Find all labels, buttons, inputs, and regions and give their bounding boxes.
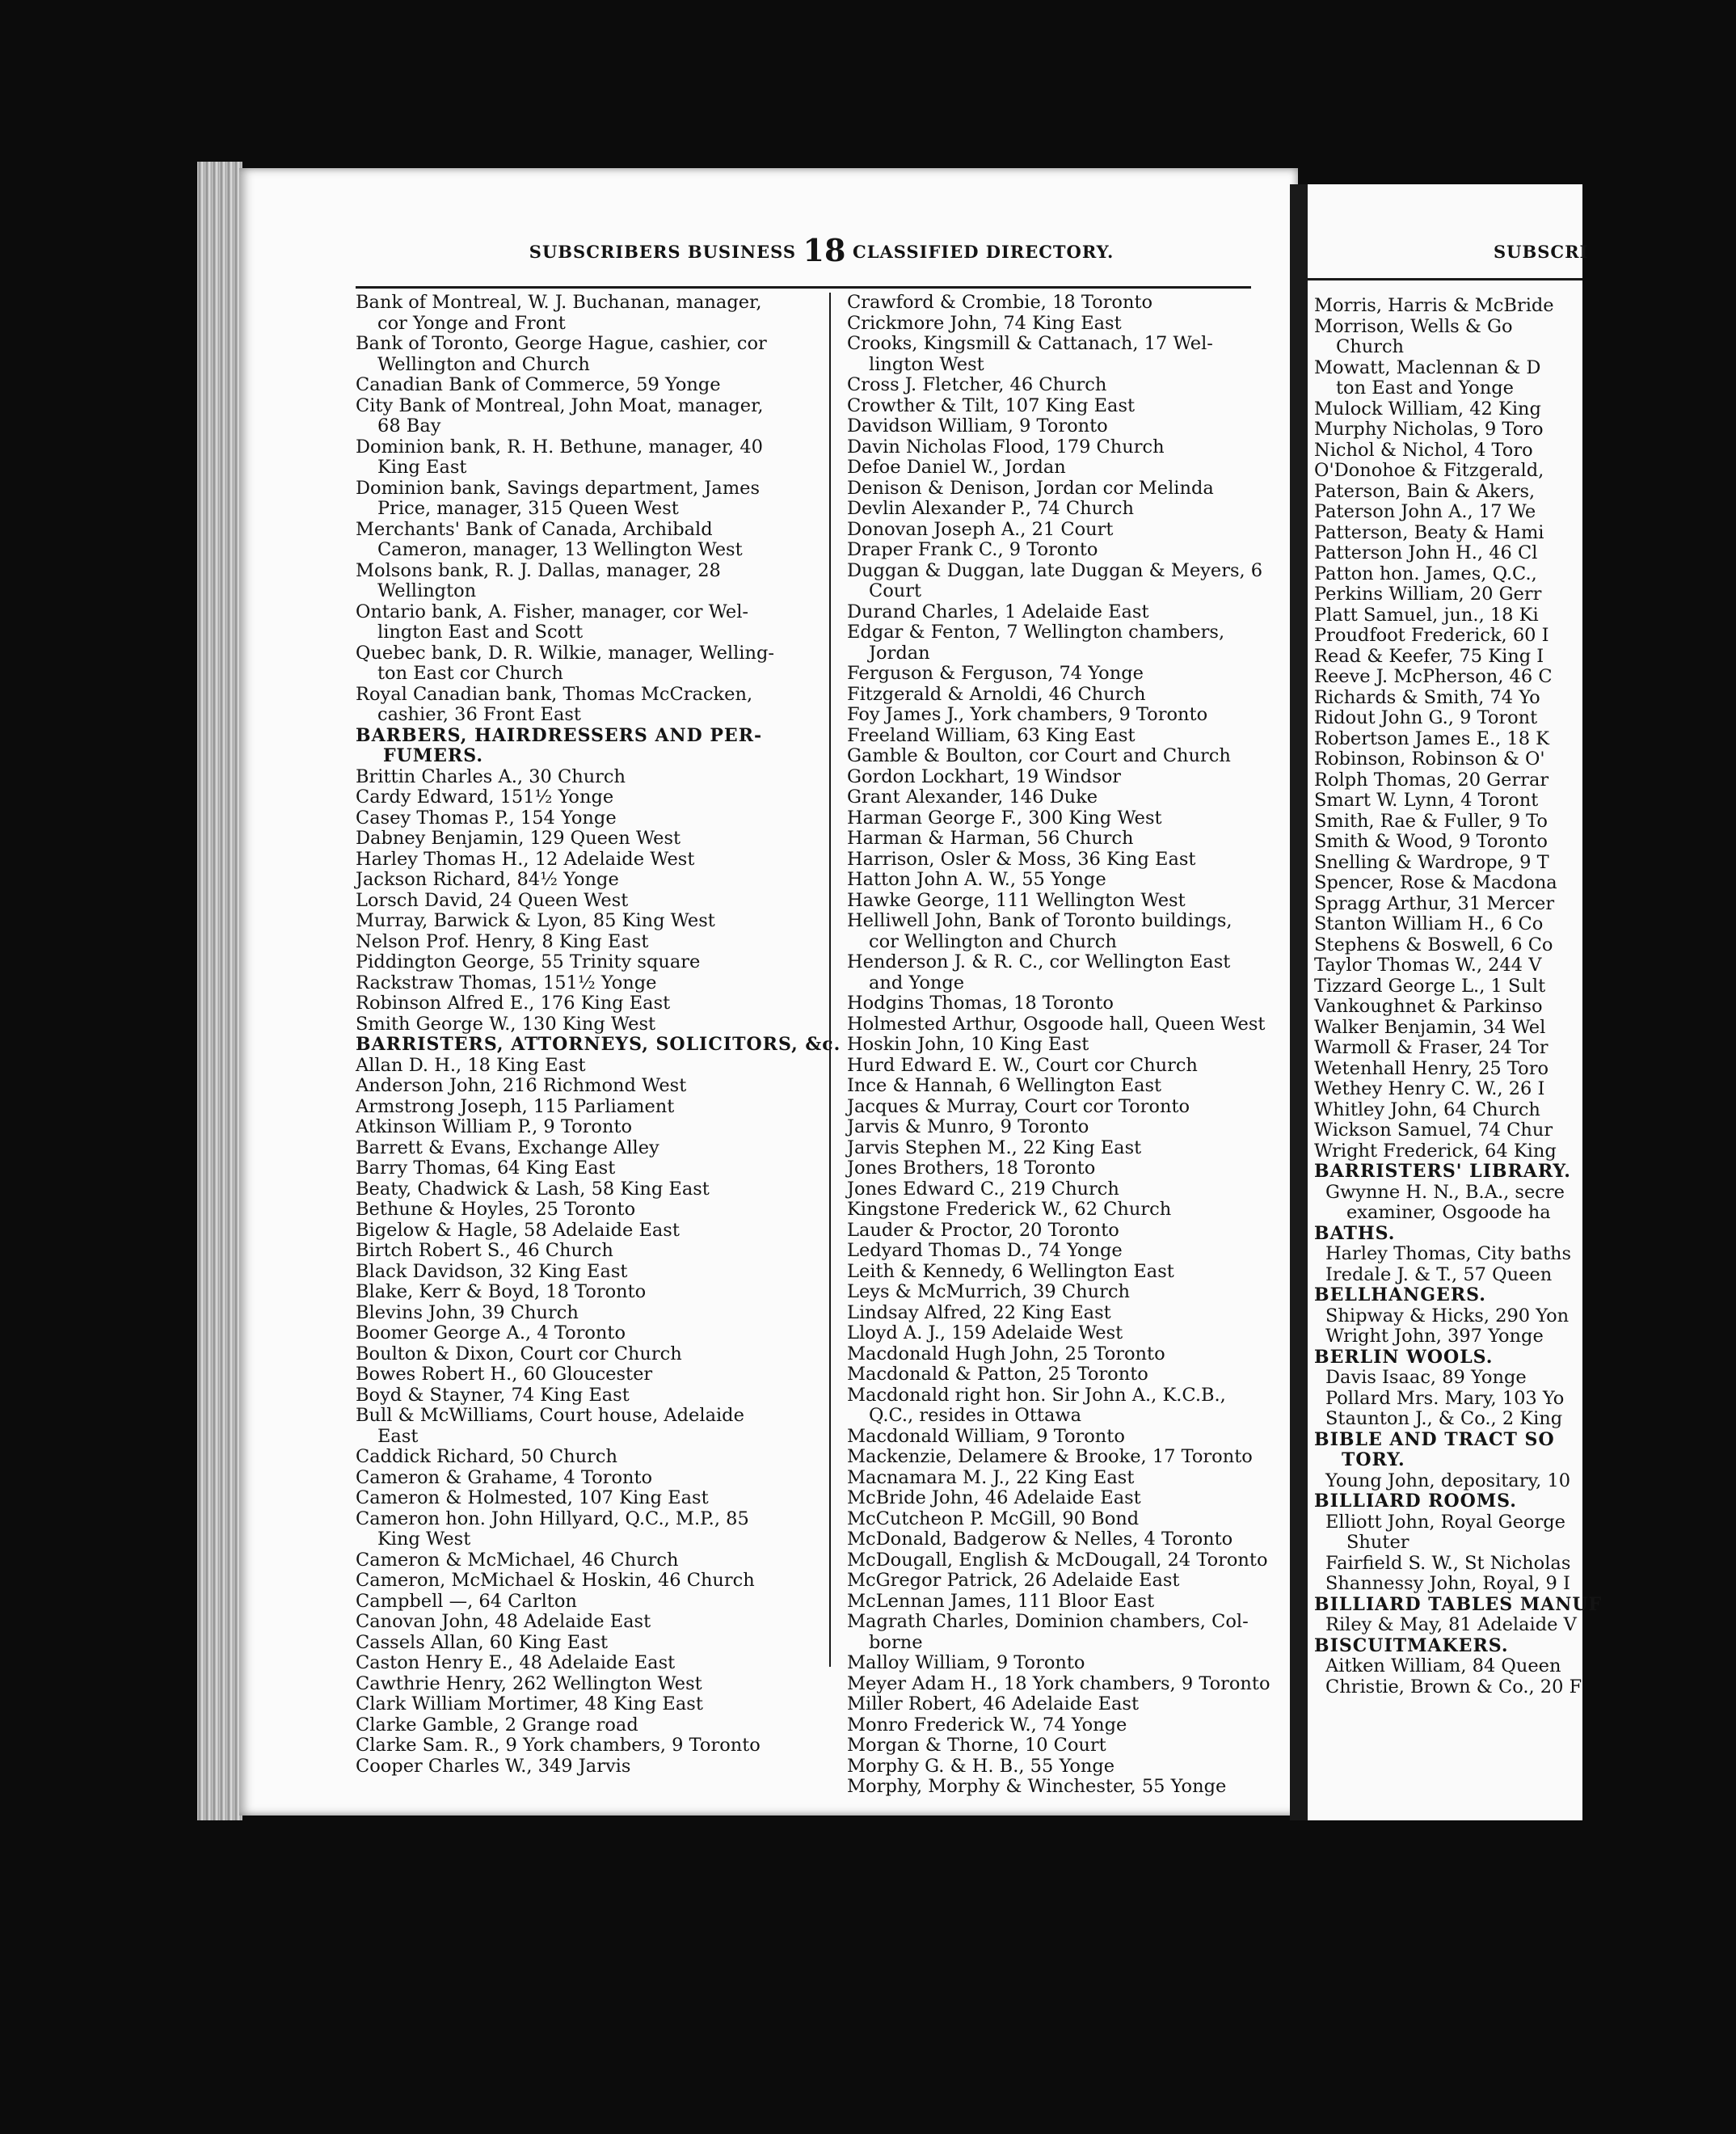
entry-continuation: East bbox=[377, 1425, 419, 1447]
directory-entry: Mackenzie, Delamere & Brooke, 17 Toronto bbox=[847, 1446, 1253, 1467]
directory-entry: Campbell —, 64 Carlton bbox=[356, 1590, 577, 1612]
directory-entry: Jones Brothers, 18 Toronto bbox=[847, 1158, 1096, 1179]
directory-entry: Caddick Richard, 50 Church bbox=[356, 1446, 617, 1467]
directory-entry: Gamble & Boulton, cor Court and Church bbox=[847, 745, 1231, 766]
directory-entry: Leys & McMurrich, 39 Church bbox=[847, 1281, 1130, 1302]
next-page-header: SUBSCRI bbox=[1494, 242, 1589, 262]
directory-entry: Clarke Sam. R., 9 York chambers, 9 Toronto bbox=[356, 1735, 761, 1756]
entry-continuation: Wellington and Church bbox=[377, 353, 590, 375]
directory-entry: Tizzard George L., 1 Sult bbox=[1314, 975, 1546, 997]
directory-entry: Dominion bank, Savings department, James bbox=[356, 477, 761, 499]
running-header bbox=[283, 234, 1253, 273]
directory-entry: Hawke George, 111 Wellington West bbox=[847, 889, 1186, 911]
directory-entry: Macdonald right hon. Sir John A., K.C.B., bbox=[847, 1384, 1226, 1406]
page-number: 18 bbox=[803, 232, 846, 268]
directory-entry: Morphy G. & H. B., 55 Yonge bbox=[847, 1755, 1115, 1777]
directory-entry: Durand Charles, 1 Adelaide East bbox=[847, 601, 1149, 622]
directory-entry: Young John, depositary, 10 bbox=[1325, 1470, 1571, 1491]
directory-entry: City Bank of Montreal, John Moat, manager, bbox=[356, 394, 764, 416]
entry-continuation: cor Wellington and Church bbox=[869, 930, 1117, 952]
directory-entry: Reeve J. McPherson, 46 C bbox=[1314, 666, 1553, 687]
directory-entry: Lauder & Proctor, 20 Toronto bbox=[847, 1219, 1119, 1241]
directory-entry: Blevins John, 39 Church bbox=[356, 1301, 579, 1323]
directory-entry: Lloyd A. J., 159 Adelaide West bbox=[847, 1322, 1123, 1343]
directory-entry: Harman George F., 300 King West bbox=[847, 807, 1162, 829]
directory-entry: Jacques & Murray, Court cor Toronto bbox=[847, 1095, 1190, 1117]
directory-entry: Walker Benjamin, 34 Wel bbox=[1314, 1016, 1546, 1038]
directory-entry: Murphy Nicholas, 9 Toro bbox=[1314, 419, 1544, 440]
directory-entry: Bigelow & Hagle, 58 Adelaide East bbox=[356, 1219, 680, 1241]
directory-entry: Molsons bank, R. J. Dallas, manager, 28 bbox=[356, 559, 721, 581]
directory-entry: Foy James J., York chambers, 9 Toronto bbox=[847, 704, 1208, 725]
directory-entry: Cameron & McMichael, 46 Church bbox=[356, 1549, 679, 1571]
directory-entry: Birtch Robert S., 46 Church bbox=[356, 1240, 613, 1261]
directory-entry: Stephens & Boswell, 6 Co bbox=[1314, 934, 1553, 955]
directory-entry: Wethey Henry C. W., 26 I bbox=[1314, 1078, 1545, 1099]
category-heading: BELLHANGERS. bbox=[1314, 1284, 1486, 1305]
directory-entry: Spragg Arthur, 31 Mercer bbox=[1314, 892, 1555, 914]
directory-entry: Smith, Rae & Fuller, 9 To bbox=[1314, 810, 1548, 832]
directory-entry: Denison & Denison, Jordan cor Melinda bbox=[847, 477, 1214, 499]
directory-entry: Pollard Mrs. Mary, 103 Yo bbox=[1325, 1387, 1565, 1409]
directory-entry: Davin Nicholas Flood, 179 Church bbox=[847, 436, 1165, 458]
directory-entry: Hoskin John, 10 King East bbox=[847, 1034, 1089, 1055]
category-heading: BIBLE AND TRACT SO bbox=[1314, 1428, 1555, 1450]
directory-entry: Wright Frederick, 64 King bbox=[1314, 1140, 1557, 1162]
entry-continuation: King West bbox=[377, 1529, 471, 1550]
directory-entry: Read & Keefer, 75 King I bbox=[1314, 645, 1544, 667]
header-left: SUBSCRIBERS BUSINESS bbox=[529, 242, 796, 262]
directory-entry: Nelson Prof. Henry, 8 King East bbox=[356, 930, 649, 952]
directory-entry: Macdonald & Patton, 25 Toronto bbox=[847, 1364, 1148, 1385]
directory-entry: Monro Frederick W., 74 Yonge bbox=[847, 1714, 1127, 1735]
entry-continuation: ton East and Yonge bbox=[1336, 377, 1514, 399]
directory-entry: Smart W. Lynn, 4 Toront bbox=[1314, 790, 1539, 811]
directory-entry: Bank of Montreal, W. J. Buchanan, manager, bbox=[356, 292, 762, 313]
directory-entry: Edgar & Fenton, 7 Wellington chambers, bbox=[847, 622, 1225, 643]
directory-entry: Crickmore John, 74 King East bbox=[847, 312, 1122, 334]
directory-entry: Wetenhall Henry, 25 Toro bbox=[1314, 1057, 1549, 1079]
category-heading: BARRISTERS' LIBRARY. bbox=[1314, 1161, 1571, 1182]
entry-continuation: Shuter bbox=[1346, 1532, 1409, 1553]
directory-entry: Miller Robert, 46 Adelaide East bbox=[847, 1693, 1140, 1714]
entry-continuation: cashier, 36 Front East bbox=[377, 704, 581, 725]
directory-entry: Paterson, Bain & Akers, bbox=[1314, 480, 1536, 502]
directory-entry: Proudfoot Frederick, 60 I bbox=[1314, 625, 1549, 646]
directory-entry: Freeland William, 63 King East bbox=[847, 724, 1136, 746]
directory-entry: Malloy William, 9 Toronto bbox=[847, 1652, 1085, 1673]
directory-entry: Vankoughnet & Parkinso bbox=[1314, 996, 1543, 1017]
directory-entry: Jarvis & Munro, 9 Toronto bbox=[847, 1116, 1089, 1137]
category-heading: BARBERS, HAIRDRESSERS AND PER- bbox=[356, 724, 763, 746]
directory-entry: Armstrong Joseph, 115 Parliament bbox=[356, 1095, 675, 1117]
directory-entry: Bull & McWilliams, Court house, Adelaide bbox=[356, 1405, 744, 1426]
directory-entry: Boomer George A., 4 Toronto bbox=[356, 1322, 626, 1343]
directory-entry: Ferguson & Ferguson, 74 Yonge bbox=[847, 663, 1144, 684]
directory-entry: Cardy Edward, 151½ Yonge bbox=[356, 787, 614, 808]
directory-entry: Robinson, Robinson & O' bbox=[1314, 749, 1545, 770]
entry-continuation: Cameron, manager, 13 Wellington West bbox=[377, 539, 743, 560]
entry-continuation: examiner, Osgoode ha bbox=[1346, 1202, 1551, 1223]
directory-entry: Harrison, Osler & Moss, 36 King East bbox=[847, 848, 1196, 870]
directory-entry: Barrett & Evans, Exchange Alley bbox=[356, 1137, 659, 1158]
directory-entry: Blake, Kerr & Boyd, 18 Toronto bbox=[356, 1281, 647, 1302]
directory-entry: Bowes Robert H., 60 Gloucester bbox=[356, 1364, 653, 1385]
entry-continuation: cor Yonge and Front bbox=[377, 312, 566, 334]
entry-continuation: Jordan bbox=[869, 642, 930, 664]
directory-entry: Fairfield S. W., St Nicholas bbox=[1325, 1552, 1571, 1574]
entry-continuation: King East bbox=[377, 457, 467, 478]
directory-entry: McDougall, English & McDougall, 24 Toronto bbox=[847, 1549, 1268, 1571]
directory-entry: Hodgins Thomas, 18 Toronto bbox=[847, 993, 1114, 1014]
directory-entry: Merchants' Bank of Canada, Archibald bbox=[356, 518, 713, 540]
directory-entry: Murray, Barwick & Lyon, 85 King West bbox=[356, 910, 715, 931]
right-column bbox=[847, 293, 1270, 1798]
directory-entry: Clark William Mortimer, 48 King East bbox=[356, 1693, 703, 1714]
directory-entry: Gwynne H. N., B.A., secre bbox=[1325, 1181, 1565, 1203]
directory-entry: Canadian Bank of Commerce, 59 Yonge bbox=[356, 374, 721, 395]
directory-entry: Harley Thomas, City baths bbox=[1325, 1243, 1572, 1264]
entry-continuation: Price, manager, 315 Queen West bbox=[377, 498, 679, 519]
entry-continuation: Q.C., resides in Ottawa bbox=[869, 1405, 1082, 1426]
directory-entry: Boulton & Dixon, Court cor Church bbox=[356, 1343, 682, 1364]
directory-entry: Cameron & Grahame, 4 Toronto bbox=[356, 1466, 653, 1488]
directory-entry: McCutcheon P. McGill, 90 Bond bbox=[847, 1508, 1140, 1529]
category-heading-continuation: FUMERS. bbox=[383, 745, 483, 766]
entry-continuation: borne bbox=[869, 1631, 923, 1653]
directory-entry: Macnamara M. J., 22 King East bbox=[847, 1466, 1135, 1488]
directory-entry: Cross J. Fletcher, 46 Church bbox=[847, 374, 1107, 395]
entry-continuation: ton East cor Church bbox=[377, 663, 563, 684]
directory-entry: Smith & Wood, 9 Toronto bbox=[1314, 831, 1548, 852]
next-page-fragment bbox=[1290, 184, 1603, 1820]
header-right: CLASSIFIED DIRECTORY. bbox=[853, 242, 1114, 262]
directory-entry: Staunton J., & Co., 2 King bbox=[1325, 1408, 1563, 1429]
directory-entry: McBride John, 46 Adelaide East bbox=[847, 1487, 1141, 1508]
directory-entry: Crowther & Tilt, 107 King East bbox=[847, 394, 1136, 416]
directory-entry: Riley & May, 81 Adelaide V bbox=[1325, 1614, 1577, 1635]
entry-continuation: lington West bbox=[869, 353, 984, 375]
directory-entry: Shipway & Hicks, 290 Yon bbox=[1325, 1305, 1570, 1326]
directory-entry: Lorsch David, 24 Queen West bbox=[356, 889, 629, 911]
directory-entry: Ince & Hannah, 6 Wellington East bbox=[847, 1075, 1162, 1096]
directory-entry: Dominion bank, R. H. Bethune, manager, 40 bbox=[356, 436, 763, 458]
directory-entry: Elliott John, Royal George bbox=[1325, 1511, 1565, 1533]
directory-entry: Smith George W., 130 King West bbox=[356, 1013, 656, 1035]
directory-entry: Davis Isaac, 89 Yonge bbox=[1325, 1367, 1527, 1388]
directory-entry: Fitzgerald & Arnoldi, 46 Church bbox=[847, 683, 1146, 705]
entry-continuation: 68 Bay bbox=[377, 415, 441, 436]
directory-entry: Crawford & Crombie, 18 Toronto bbox=[847, 292, 1153, 313]
directory-entry: Morris, Harris & McBride bbox=[1314, 295, 1554, 316]
directory-entry: Canovan John, 48 Adelaide East bbox=[356, 1611, 651, 1632]
directory-entry: Patterson John H., 46 Cl bbox=[1314, 542, 1538, 563]
directory-entry: Bank of Toronto, George Hague, cashier, cor bbox=[356, 333, 767, 354]
directory-entry: Warmoll & Fraser, 24 Tor bbox=[1314, 1037, 1548, 1058]
directory-entry: Morphy, Morphy & Winchester, 55 Yonge bbox=[847, 1776, 1227, 1797]
category-heading: BATHS. bbox=[1314, 1222, 1396, 1244]
directory-entry: Caston Henry E., 48 Adelaide East bbox=[356, 1652, 676, 1673]
directory-entry: Grant Alexander, 146 Duke bbox=[847, 787, 1098, 808]
directory-entry: Robertson James E., 18 K bbox=[1314, 728, 1549, 749]
directory-entry: Hatton John A. W., 55 Yonge bbox=[847, 869, 1106, 890]
directory-entry: Whitley John, 64 Church bbox=[1314, 1099, 1540, 1120]
directory-entry: Shannessy John, Royal, 9 I bbox=[1325, 1573, 1570, 1594]
directory-entry: Atkinson William P., 9 Toronto bbox=[356, 1116, 633, 1137]
directory-entry: Robinson Alfred E., 176 King East bbox=[356, 993, 671, 1014]
directory-entry: Kingstone Frederick W., 62 Church bbox=[847, 1199, 1172, 1220]
directory-entry: Wright John, 397 Yonge bbox=[1325, 1326, 1544, 1347]
directory-entry: Rolph Thomas, 20 Gerrar bbox=[1314, 769, 1549, 791]
directory-entry: Christie, Brown & Co., 20 F bbox=[1325, 1676, 1582, 1698]
directory-entry: Morrison, Wells & Go bbox=[1314, 315, 1513, 337]
directory-entry: Iredale J. & T., 57 Queen bbox=[1325, 1263, 1553, 1285]
directory-entry: Piddington George, 55 Trinity square bbox=[356, 951, 701, 972]
directory-entry: Casey Thomas P., 154 Yonge bbox=[356, 807, 617, 829]
category-heading: BILLIARD TABLES MANUF bbox=[1314, 1593, 1603, 1615]
directory-entry: Hurd Edward E. W., Court cor Church bbox=[847, 1054, 1198, 1076]
directory-entry: Cawthrie Henry, 262 Wellington West bbox=[356, 1672, 702, 1694]
directory-entry: Macdonald Hugh John, 25 Toronto bbox=[847, 1343, 1165, 1364]
directory-entry: Draper Frank C., 9 Toronto bbox=[847, 539, 1098, 560]
directory-entry: Crooks, Kingsmill & Cattanach, 17 Wel- bbox=[847, 333, 1213, 354]
directory-entry: Harman & Harman, 56 Church bbox=[847, 828, 1134, 849]
directory-entry: Macdonald William, 9 Toronto bbox=[847, 1425, 1125, 1447]
directory-entry: Taylor Thomas W., 244 V bbox=[1314, 955, 1542, 976]
directory-entry: Cameron & Holmested, 107 King East bbox=[356, 1487, 709, 1508]
directory-entry: Morgan & Thorne, 10 Court bbox=[847, 1735, 1106, 1756]
directory-entry: Barry Thomas, 64 King East bbox=[356, 1158, 616, 1179]
directory-entry: Davidson William, 9 Toronto bbox=[847, 415, 1108, 436]
directory-entry: Ridout John G., 9 Toront bbox=[1314, 707, 1538, 728]
directory-entry: Cooper Charles W., 349 Jarvis bbox=[356, 1755, 631, 1777]
directory-entry: Jarvis Stephen M., 22 King East bbox=[847, 1137, 1142, 1158]
category-heading: BERLIN WOOLS. bbox=[1314, 1346, 1494, 1368]
page-edges bbox=[197, 162, 242, 1820]
directory-entry: Mulock William, 42 King bbox=[1314, 398, 1541, 420]
directory-entry: Jackson Richard, 84½ Yonge bbox=[356, 869, 619, 890]
directory-entry: Rackstraw Thomas, 151½ Yonge bbox=[356, 972, 657, 993]
directory-entry: Black Davidson, 32 King East bbox=[356, 1260, 628, 1282]
directory-entry: Lindsay Alfred, 22 King East bbox=[847, 1301, 1111, 1323]
directory-entry: McLennan James, 111 Bloor East bbox=[847, 1590, 1155, 1612]
directory-entry: Snelling & Wardrope, 9 T bbox=[1314, 851, 1549, 873]
directory-entry: Patterson, Beaty & Hami bbox=[1314, 521, 1544, 543]
left-column bbox=[356, 293, 841, 1777]
directory-entry: Stanton William H., 6 Co bbox=[1314, 913, 1544, 934]
directory-entry: Ontario bank, A. Fisher, manager, cor Wel- bbox=[356, 601, 749, 622]
directory-entry: Richards & Smith, 74 Yo bbox=[1314, 686, 1540, 708]
entry-continuation: Church bbox=[1336, 336, 1405, 357]
entry-continuation: Wellington bbox=[377, 580, 477, 601]
directory-entry: Harley Thomas H., 12 Adelaide West bbox=[356, 848, 695, 870]
category-heading-continuation: TORY. bbox=[1342, 1449, 1405, 1470]
directory-entry: Cameron, McMichael & Hoskin, 46 Church bbox=[356, 1570, 755, 1591]
header-rule bbox=[356, 286, 1251, 289]
next-page-rule bbox=[1308, 278, 1582, 280]
directory-entry: Gordon Lockhart, 19 Windsor bbox=[847, 765, 1122, 787]
directory-entry: Mowatt, Maclennan & D bbox=[1314, 356, 1541, 378]
directory-entry: Aitken William, 84 Queen bbox=[1325, 1655, 1561, 1676]
directory-entry: Brittin Charles A., 30 Church bbox=[356, 765, 626, 787]
directory-entry: Dabney Benjamin, 129 Queen West bbox=[356, 828, 681, 849]
directory-entry: Quebec bank, D. R. Wilkie, manager, Welling- bbox=[356, 642, 774, 664]
entry-continuation: lington East and Scott bbox=[377, 622, 584, 643]
directory-entry: Wickson Samuel, 74 Chur bbox=[1314, 1120, 1553, 1141]
directory-entry: Holmested Arthur, Osgoode hall, Queen West bbox=[847, 1013, 1266, 1035]
directory-entry: Helliwell John, Bank of Toronto buildings, bbox=[847, 910, 1232, 931]
entry-continuation: and Yonge bbox=[869, 972, 965, 993]
directory-entry: Meyer Adam H., 18 York chambers, 9 Toronto bbox=[847, 1672, 1270, 1694]
directory-entry: Leith & Kennedy, 6 Wellington East bbox=[847, 1260, 1174, 1282]
directory-entry: Clarke Gamble, 2 Grange road bbox=[356, 1714, 638, 1735]
directory-entry: Patton hon. James, Q.C., bbox=[1314, 563, 1537, 584]
directory-entry: Cassels Allan, 60 King East bbox=[356, 1631, 609, 1653]
directory-entry: Ledyard Thomas D., 74 Yonge bbox=[847, 1240, 1123, 1261]
directory-entry: Boyd & Stayner, 74 King East bbox=[356, 1384, 630, 1406]
directory-entry: Allan D. H., 18 King East bbox=[356, 1054, 586, 1076]
category-heading: BILLIARD ROOMS. bbox=[1314, 1491, 1517, 1512]
directory-entry: Perkins William, 20 Gerr bbox=[1314, 584, 1542, 605]
directory-entry: Royal Canadian bank, Thomas McCracken, bbox=[356, 683, 753, 705]
directory-entry: Platt Samuel, jun., 18 Ki bbox=[1314, 604, 1539, 626]
directory-entry: Anderson John, 216 Richmond West bbox=[356, 1075, 687, 1096]
category-heading: BARRISTERS, ATTORNEYS, SOLICITORS, &c. bbox=[356, 1034, 841, 1055]
directory-entry: McDonald, Badgerow & Nelles, 4 Toronto bbox=[847, 1529, 1233, 1550]
directory-entry: Magrath Charles, Dominion chambers, Col- bbox=[847, 1611, 1249, 1632]
category-heading: BISCUITMAKERS. bbox=[1314, 1634, 1509, 1656]
directory-entry: McGregor Patrick, 26 Adelaide East bbox=[847, 1570, 1180, 1591]
directory-entry: Donovan Joseph A., 21 Court bbox=[847, 518, 1114, 540]
directory-entry: O'Donohoe & Fitzgerald, bbox=[1314, 460, 1544, 481]
next-page-column bbox=[1314, 296, 1602, 1698]
directory-entry: Nichol & Nichol, 4 Toro bbox=[1314, 439, 1533, 461]
directory-entry: Beaty, Chadwick & Lash, 58 King East bbox=[356, 1178, 710, 1200]
directory-entry: Spencer, Rose & Macdona bbox=[1314, 872, 1557, 893]
directory-entry: Devlin Alexander P., 74 Church bbox=[847, 498, 1134, 519]
directory-entry: Cameron hon. John Hillyard, Q.C., M.P., 85 bbox=[356, 1508, 749, 1529]
directory-entry: Paterson John A., 17 We bbox=[1314, 501, 1536, 522]
directory-entry: Henderson J. & R. C., cor Wellington East bbox=[847, 951, 1231, 972]
directory-entry: Bethune & Hoyles, 25 Toronto bbox=[356, 1199, 636, 1220]
entry-continuation: Court bbox=[869, 580, 922, 601]
directory-entry: Duggan & Duggan, late Duggan & Meyers, 6 bbox=[847, 559, 1263, 581]
directory-entry: Defoe Daniel W., Jordan bbox=[847, 457, 1066, 478]
directory-entry: Jones Edward C., 219 Church bbox=[847, 1178, 1119, 1200]
